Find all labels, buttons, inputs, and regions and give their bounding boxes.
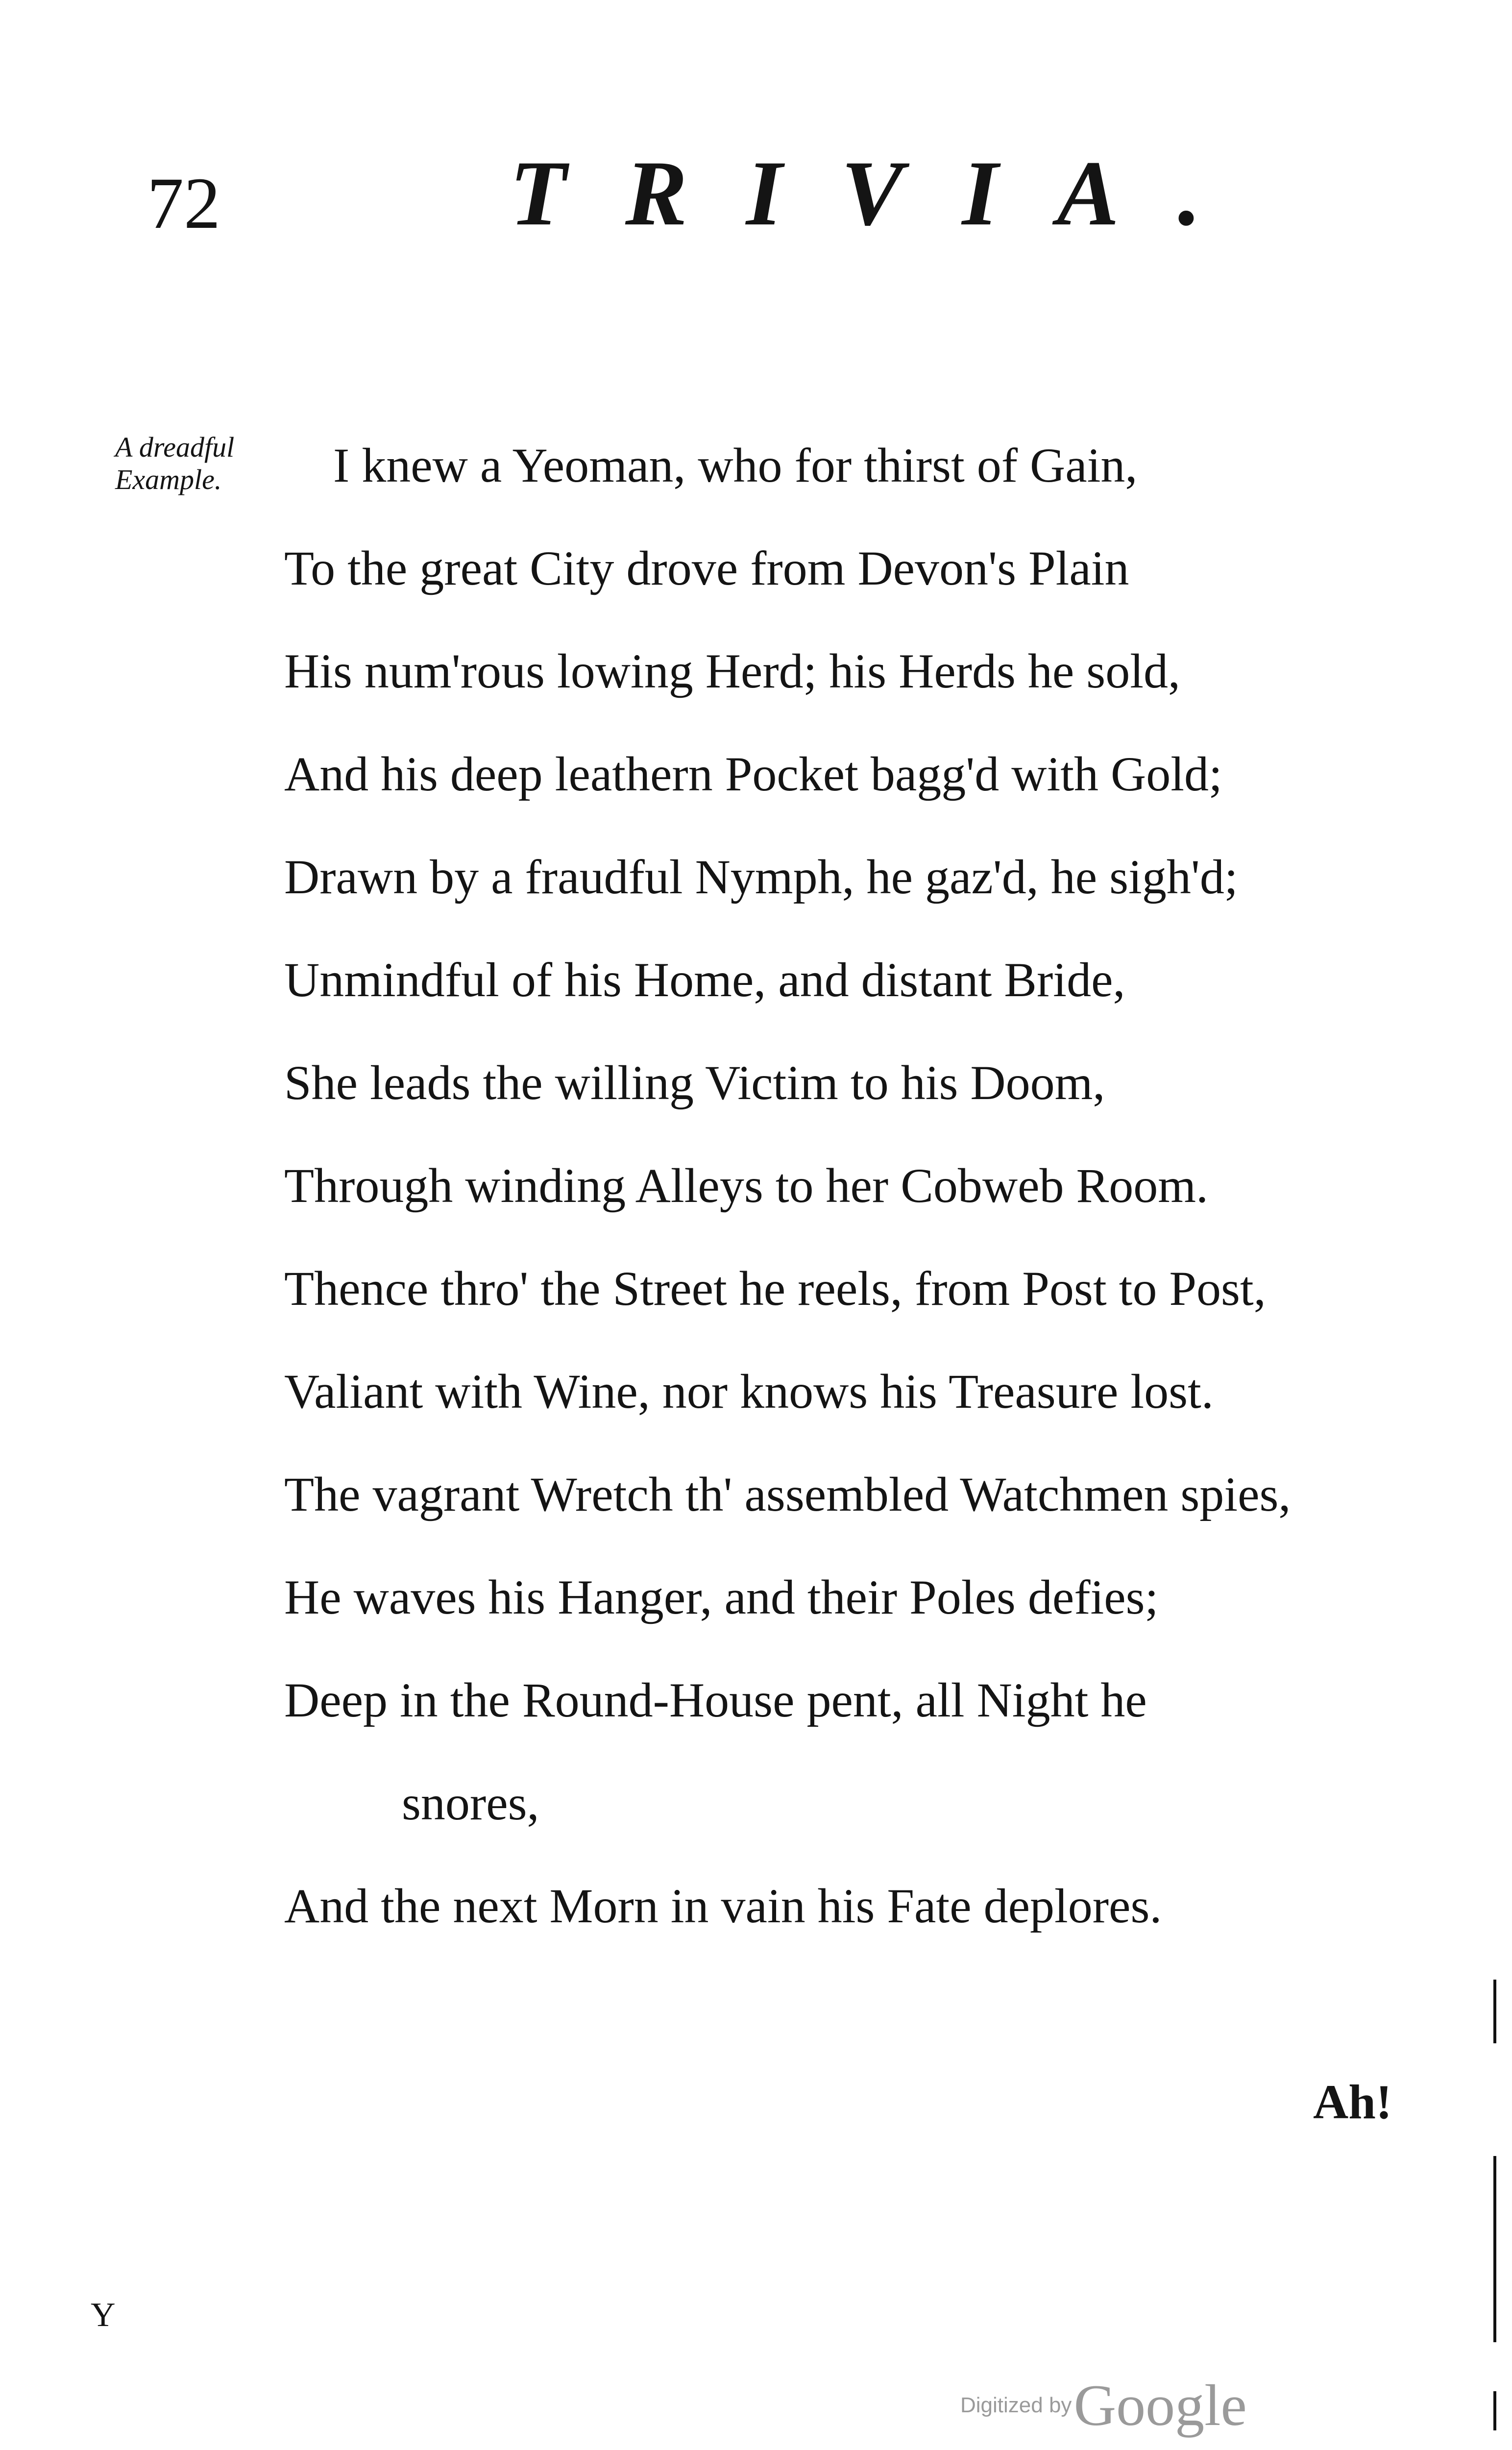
- scan-edge-mark: [1493, 2391, 1496, 2430]
- page-number: 72: [147, 163, 220, 244]
- verse-line: I knew a Yeoman, who for thirst of Gain,: [333, 438, 1138, 492]
- running-title: TRIVIA.: [510, 142, 1260, 245]
- digitized-watermark: [960, 2372, 1247, 2439]
- scan-edge-mark: [1493, 2156, 1496, 2342]
- verse-line: She leads the willing Victim to his Doom,: [284, 1055, 1105, 1110]
- verse-line: Unmindful of his Home, and distant Bride,: [284, 953, 1125, 1007]
- verse-line: He waves his Hanger, and their Poles defies;: [284, 1570, 1159, 1624]
- verse-line: To the great City drove from Devon's Plain: [284, 541, 1129, 595]
- margin-note-line: A dreadful: [115, 431, 235, 463]
- google-logo: Google: [1073, 2373, 1247, 2438]
- catchword: Ah!: [1313, 2075, 1392, 2129]
- verse-line: Valiant with Wine, nor knows his Treasure lost.: [284, 1364, 1214, 1419]
- verse-line: snores,: [402, 1776, 539, 1830]
- verse-line: And the next Morn in vain his Fate deplores.: [284, 1879, 1162, 1933]
- verse-line: Through winding Alleys to her Cobweb Room.: [284, 1158, 1208, 1213]
- verse-line: The vagrant Wretch th' assembled Watchmen spies,: [284, 1467, 1291, 1521]
- verse-line: Deep in the Round-House pent, all Night he: [284, 1673, 1147, 1727]
- scan-edge-mark: [1493, 1980, 1496, 2043]
- margin-note-line: Example.: [115, 464, 222, 495]
- verse-line: And his deep leathern Pocket bagg'd with Gold;: [284, 747, 1222, 801]
- verse-line: His num'rous lowing Herd; his Herds he sold,: [284, 644, 1181, 698]
- verse-line: Thence thro' the Street he reels, from Post to Post,: [284, 1261, 1266, 1316]
- verse-line: Drawn by a fraudful Nymph, he gaz'd, he sigh'd;: [284, 850, 1238, 904]
- footer-mark: Y: [91, 2296, 116, 2334]
- digitized-by-label: Digitized by: [960, 2393, 1072, 2417]
